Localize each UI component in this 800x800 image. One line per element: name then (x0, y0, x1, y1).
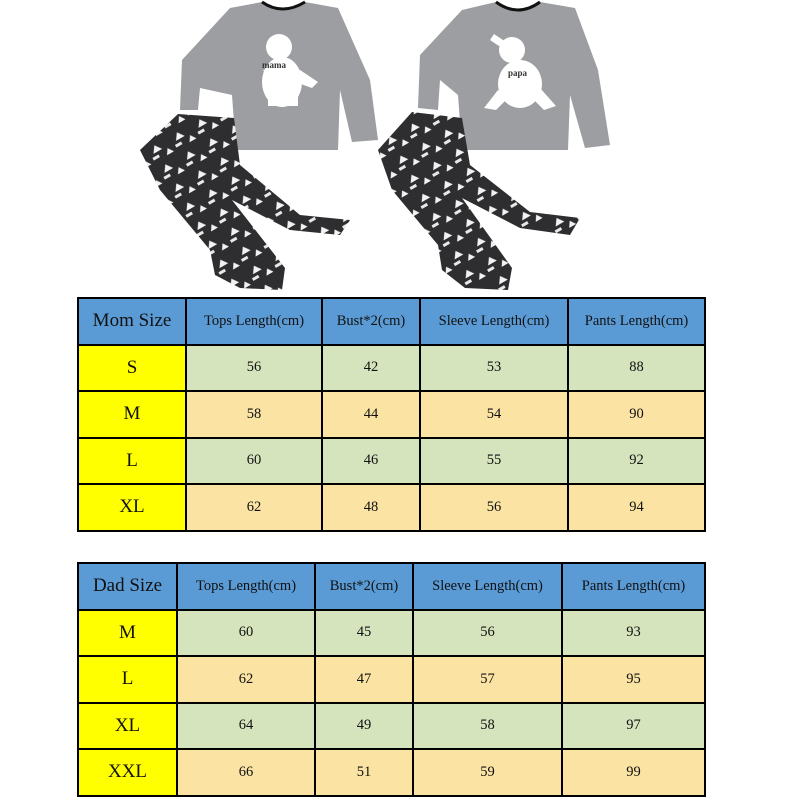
tops-length-cell: 60 (186, 438, 322, 485)
table-row (78, 345, 705, 392)
bust-cell: 42 (322, 345, 420, 392)
bust-cell: 46 (322, 438, 420, 485)
tops-length-cell: 62 (186, 484, 322, 531)
pants-length-cell: 88 (568, 345, 705, 392)
sleeve-length-cell: 54 (420, 391, 568, 438)
bust-header: Bust*2(cm) (322, 298, 420, 345)
dad-size-header: Dad Size (78, 563, 177, 610)
table-row (78, 749, 705, 796)
bust-cell: 51 (315, 749, 413, 796)
table-row (78, 610, 705, 657)
sleeve-length-cell: 53 (420, 345, 568, 392)
mom-pajama-set (140, 2, 378, 290)
pajama-illustration (0, 0, 800, 295)
bust-cell: 45 (315, 610, 413, 657)
size-cell: L (78, 656, 177, 703)
tops-length-cell: 62 (177, 656, 315, 703)
sleeve-length-header: Sleeve Length(cm) (413, 563, 562, 610)
size-cell: M (78, 610, 177, 657)
mom-shirt-text: mama (262, 60, 286, 70)
pants-length-cell: 90 (568, 391, 705, 438)
size-cell: L (78, 438, 186, 485)
bust-header: Bust*2(cm) (315, 563, 413, 610)
pants-length-cell: 95 (562, 656, 705, 703)
tops-length-cell: 60 (177, 610, 315, 657)
table-row (78, 391, 705, 438)
pants-length-cell: 94 (568, 484, 705, 531)
bust-cell: 48 (322, 484, 420, 531)
bust-cell: 44 (322, 391, 420, 438)
pants-length-cell: 97 (562, 703, 705, 750)
tops-length-cell: 66 (177, 749, 315, 796)
tops-length-header: Tops Length(cm) (186, 298, 322, 345)
pants-length-cell: 93 (562, 610, 705, 657)
pants-length-header: Pants Length(cm) (568, 298, 705, 345)
tops-length-cell: 58 (186, 391, 322, 438)
size-cell: XL (78, 484, 186, 531)
bust-cell: 49 (315, 703, 413, 750)
size-cell: XXL (78, 749, 177, 796)
dad-size-table (77, 562, 706, 797)
mom-size-header: Mom Size (78, 298, 186, 345)
pants-length-cell: 92 (568, 438, 705, 485)
mom-size-table (77, 297, 706, 532)
tops-length-header: Tops Length(cm) (177, 563, 315, 610)
sleeve-length-cell: 55 (420, 438, 568, 485)
sleeve-length-cell: 59 (413, 749, 562, 796)
table-row (78, 656, 705, 703)
tops-length-cell: 56 (186, 345, 322, 392)
pants-length-header: Pants Length(cm) (562, 563, 705, 610)
table-row (78, 438, 705, 485)
sleeve-length-cell: 56 (413, 610, 562, 657)
size-cell: S (78, 345, 186, 392)
sleeve-length-cell: 56 (420, 484, 568, 531)
dad-table-header-row (78, 563, 705, 610)
size-cell: XL (78, 703, 177, 750)
sleeve-length-cell: 58 (413, 703, 562, 750)
dad-pajama-set (378, 2, 610, 290)
table-row (78, 703, 705, 750)
sleeve-length-header: Sleeve Length(cm) (420, 298, 568, 345)
mom-table-header-row (78, 298, 705, 345)
sleeve-length-cell: 57 (413, 656, 562, 703)
tops-length-cell: 64 (177, 703, 315, 750)
size-cell: M (78, 391, 186, 438)
table-row (78, 484, 705, 531)
dad-shirt-text: papa (508, 68, 528, 78)
bust-cell: 47 (315, 656, 413, 703)
pants-length-cell: 99 (562, 749, 705, 796)
